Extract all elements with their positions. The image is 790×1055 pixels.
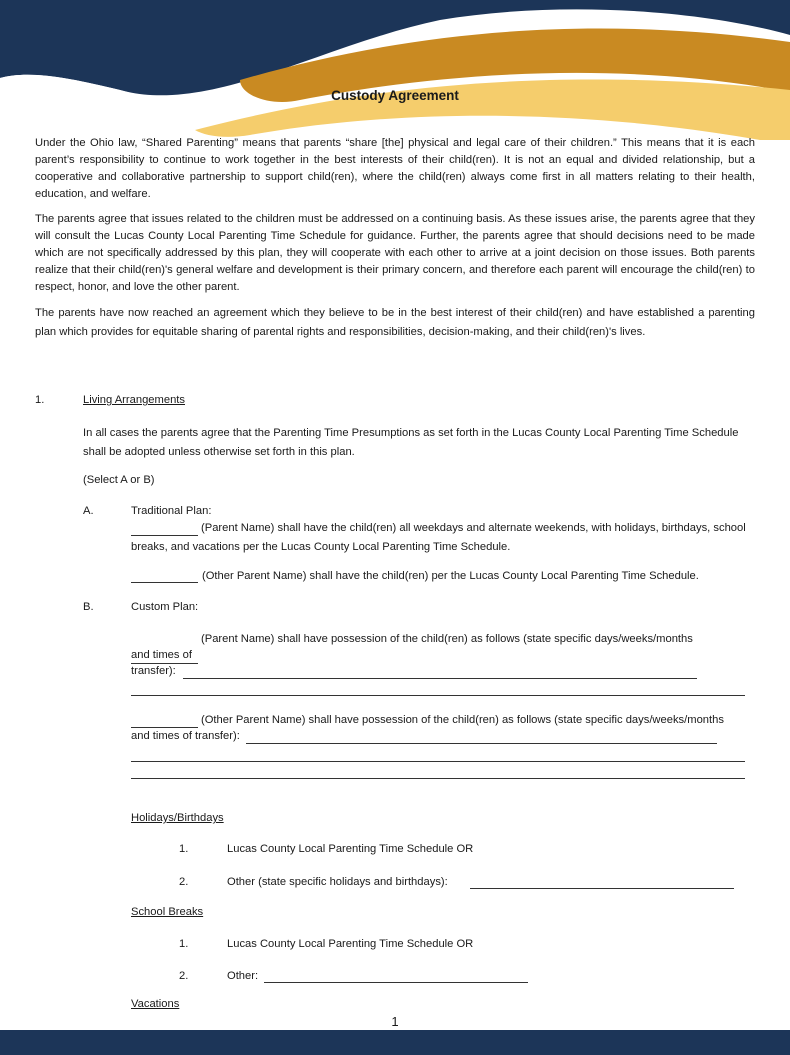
holidays-option-2: Other (state specific holidays and birthdays): <box>227 876 448 888</box>
school-option-1: Lucas County Local Parenting Time Schedule OR <box>227 938 474 950</box>
holidays-heading: Holidays/Birthdays <box>131 812 224 824</box>
section-heading: Living Arrangements <box>83 394 185 406</box>
other-parent-name-blank[interactable] <box>131 582 198 583</box>
schedule-blank[interactable] <box>131 778 745 779</box>
schedule-blank[interactable] <box>183 678 697 679</box>
parent-name-blank[interactable] <box>131 663 198 664</box>
option-b-text-cont: and times of <box>131 649 192 661</box>
list-number: 1. <box>179 843 189 855</box>
school-breaks-heading: School Breaks <box>131 906 204 918</box>
page-number: 1 <box>391 1014 399 1029</box>
holidays-option-1: Lucas County Local Parenting Time Schedule OR <box>227 843 474 855</box>
select-instruction: (Select A or B) <box>83 474 155 486</box>
list-number: 2. <box>179 876 189 888</box>
option-b-text-2: (Other Parent Name) shall have possession of the child(ren) as follows (state specific days/weeks/months <box>201 714 724 726</box>
option-b-title: Custom Plan: <box>131 601 199 613</box>
option-a-text: (Parent Name) shall have the child(ren) all weekdays and alternate weekends, with holidays, birthdays, school breaks, and vacations per the Lucas County Local Parenting Time Schedule. <box>131 522 746 553</box>
footer-bar <box>0 1030 790 1055</box>
schedule-blank[interactable] <box>246 743 717 744</box>
schedule-blank[interactable] <box>131 761 745 762</box>
section-text: In all cases the parents agree that the Parenting Time Presumptions as set forth in the Lucas County Local Parenting Time Schedule shall be adopted unless otherwise set forth in this plan. <box>83 427 739 458</box>
intro-paragraph: The parents agree that issues related to the children must be addressed on a continuing basis. As these issues arise, the parents agree that they will consult the Lucas County Local Parenting Time Schedule for guidance. Further, the parents agree that should decisions need to be made which are not specifically addressed by this plan, they will cooperate with each other to arrive at a joint decision on those issues. Both parents realize that their child(ren)'s general welfare and development is their primary concern, and therefore each parent will encourage the child(ren) to respect, honor, and love the other parent. <box>35 213 755 293</box>
holidays-blank[interactable] <box>470 888 734 889</box>
list-number: 1. <box>179 938 189 950</box>
schedule-blank[interactable] <box>131 695 745 696</box>
option-a-title: Traditional Plan: <box>131 505 212 517</box>
vacations-heading: Vacations <box>131 998 180 1010</box>
intro-paragraph: Under the Ohio law, “Shared Parenting” means that parents “share [the] physical and legal care of their children.” This means that it is each parent’s responsibility to continue to work together in the best interests of their child(ren). It is not an equal and divided relationship, but a cooperative and collaborative partnership to support child(ren), where the child(ren) always come first in all matters relating to their health, education, and welfare. <box>35 137 755 200</box>
option-b-text: (Parent Name) shall have possession of the child(ren) as follows (state specific days/weeks/months <box>201 633 693 645</box>
list-number: 2. <box>179 970 189 982</box>
option-b-label: B. <box>83 601 94 613</box>
option-a-text-2: (Other Parent Name) shall have the child(ren) per the Lucas County Local Parenting Time Schedule. <box>202 570 699 582</box>
option-b-text-2-cont: and times of transfer): <box>131 730 240 742</box>
intro-text <box>35 135 755 350</box>
school-option-2: Other: <box>227 970 259 982</box>
other-parent-name-blank[interactable] <box>131 727 198 728</box>
option-a-label: A. <box>83 505 94 517</box>
section-number: 1. <box>35 394 45 406</box>
intro-paragraph: The parents have now reached an agreement which they believe to be in the best interest of their child(ren) and have established a parenting plan which provides for equitable sharing of parental rights and responsibilities, decision-making, and their child(ren)'s lives. <box>35 307 755 338</box>
school-blank[interactable] <box>264 982 528 983</box>
header-wave-graphic <box>0 0 790 140</box>
option-b-transfer-label: transfer): <box>131 665 176 677</box>
document-title: Custody Agreement <box>331 88 459 103</box>
